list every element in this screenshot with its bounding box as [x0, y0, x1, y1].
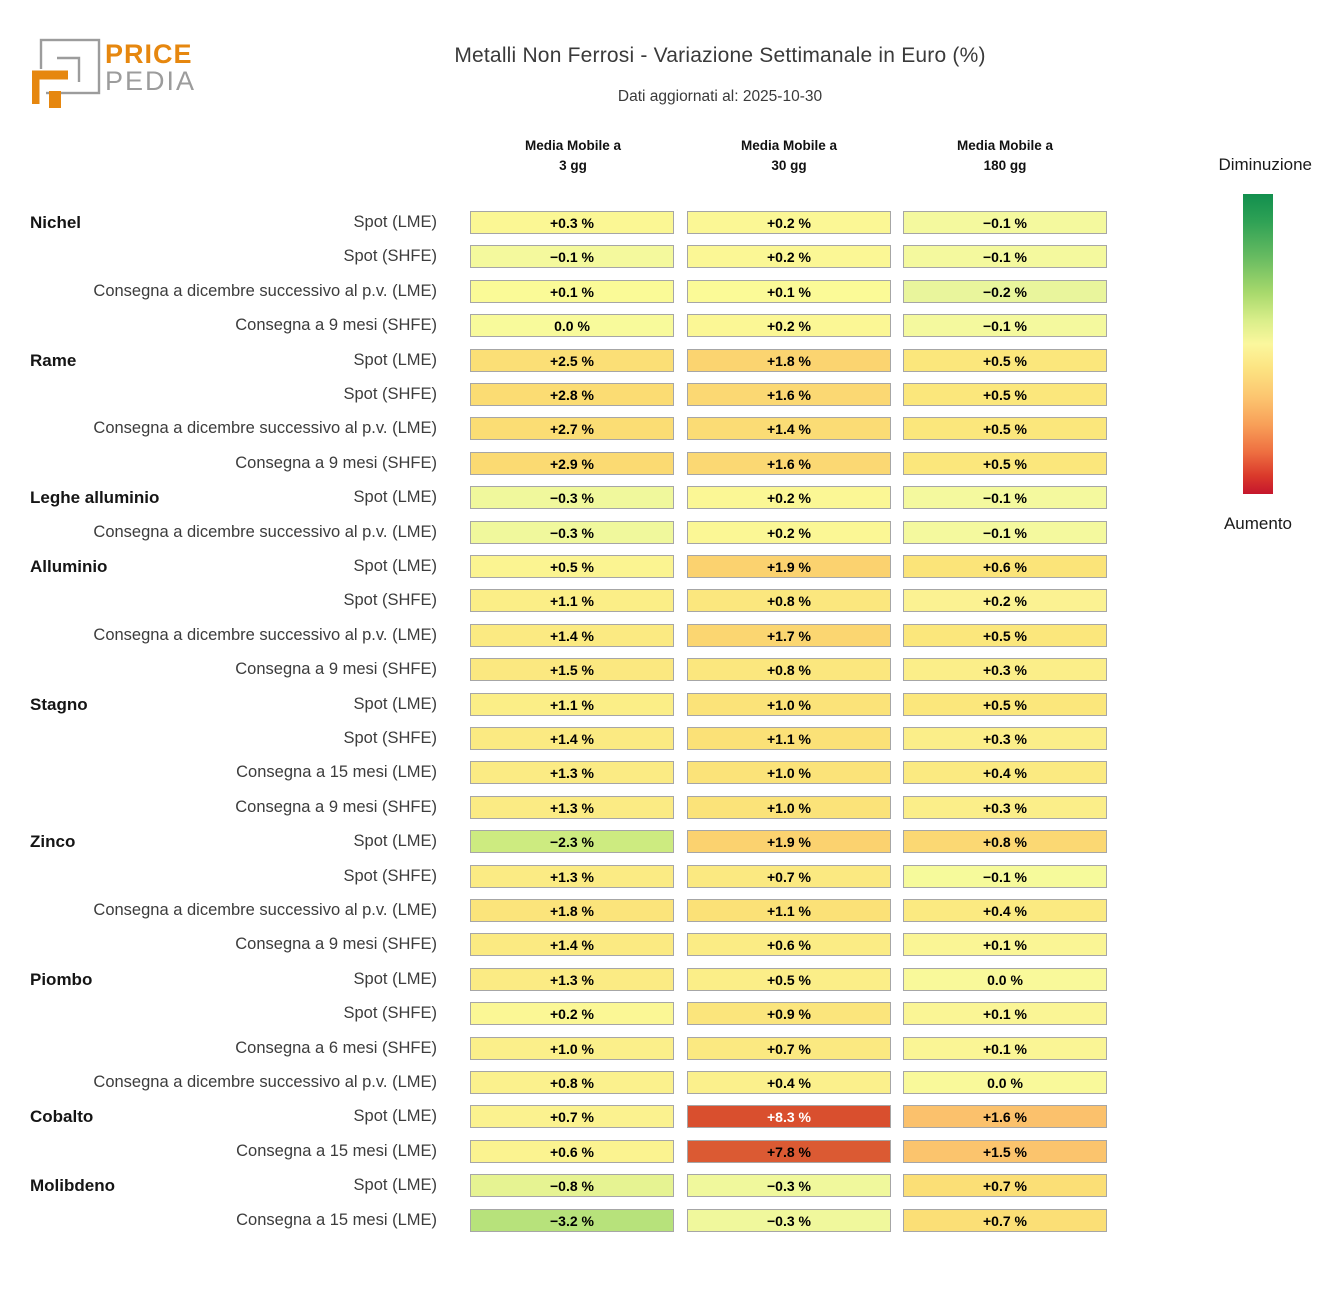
- page-subtitle: Dati aggiornati al: 2025-10-30: [617, 88, 823, 105]
- heatmap-cell: +0.4 %: [903, 761, 1107, 784]
- heatmap-cell: 0.0 %: [903, 968, 1107, 991]
- heatmap-cell: +0.7 %: [687, 1037, 891, 1060]
- heatmap-cell: −0.3 %: [687, 1174, 891, 1197]
- heatmap-cell: +1.0 %: [687, 693, 891, 716]
- heatmap-cell: +1.1 %: [687, 899, 891, 922]
- heatmap-cell: +0.1 %: [470, 280, 674, 303]
- heatmap-cell: +1.6 %: [687, 452, 891, 475]
- series-row-label: Consegna a dicembre successivo al p.v. (LME): [93, 282, 437, 300]
- heatmap-cell: +0.2 %: [687, 245, 891, 268]
- heatmap-cell: +1.0 %: [687, 796, 891, 819]
- heatmap-cell: +0.6 %: [687, 933, 891, 956]
- heatmap-cell: +1.3 %: [470, 761, 674, 784]
- heatmap-cell: +1.8 %: [687, 349, 891, 372]
- metal-group-label: Piombo: [30, 970, 93, 989]
- heatmap-cell: +1.4 %: [470, 933, 674, 956]
- heatmap-cell: −0.2 %: [903, 280, 1107, 303]
- heatmap-cell: +0.1 %: [903, 1037, 1107, 1060]
- heatmap-cell: +0.5 %: [903, 383, 1107, 406]
- heatmap-cell: +0.6 %: [903, 555, 1107, 578]
- heatmap-cell: 0.0 %: [903, 1071, 1107, 1094]
- heatmap-cell: +2.9 %: [470, 452, 674, 475]
- metal-group-label: Stagno: [30, 695, 88, 714]
- heatmap-cell: +1.1 %: [470, 589, 674, 612]
- legend-label-diminuzione: Diminuzione: [1218, 155, 1312, 174]
- heatmap-cell: +1.0 %: [687, 761, 891, 784]
- series-row-label: Spot (LME): [353, 557, 437, 575]
- metal-group-label: Leghe alluminio: [30, 488, 160, 507]
- series-row-label: Consegna a 9 mesi (SHFE): [235, 316, 437, 334]
- heatmap-cell: −0.3 %: [470, 486, 674, 509]
- heatmap-cell: +1.8 %: [470, 899, 674, 922]
- series-row-label: Consegna a dicembre successivo al p.v. (LME): [93, 1073, 437, 1091]
- series-row-label: Spot (SHFE): [343, 385, 437, 403]
- heatmap-cell: −0.1 %: [903, 521, 1107, 544]
- series-row-label: Consegna a dicembre successivo al p.v. (LME): [93, 626, 437, 644]
- heatmap-cell: +1.0 %: [470, 1037, 674, 1060]
- heatmap-cell: +0.7 %: [470, 1105, 674, 1128]
- heatmap-cell: +0.2 %: [687, 486, 891, 509]
- heatmap-cell: +1.9 %: [687, 555, 891, 578]
- series-row-label: Consegna a dicembre successivo al p.v. (LME): [93, 419, 437, 437]
- series-row-label: Spot (SHFE): [343, 729, 437, 747]
- series-row-label: Spot (LME): [353, 695, 437, 713]
- heatmap-cell: +0.1 %: [903, 1002, 1107, 1025]
- heatmap-cell: +1.4 %: [687, 417, 891, 440]
- heatmap-cell: +0.7 %: [903, 1209, 1107, 1232]
- heatmap-cell: −0.8 %: [470, 1174, 674, 1197]
- series-row-label: Spot (SHFE): [343, 1004, 437, 1022]
- heatmap-cell: +2.5 %: [470, 349, 674, 372]
- heatmap-cell: +0.9 %: [687, 1002, 891, 1025]
- series-row-label: Spot (LME): [353, 488, 437, 506]
- column-header-line2: 3 gg: [559, 158, 587, 174]
- heatmap-cell: +0.4 %: [903, 899, 1107, 922]
- heatmap-cell: +0.1 %: [687, 280, 891, 303]
- column-header-30gg: [679, 136, 899, 177]
- heatmap-cell: +0.5 %: [903, 349, 1107, 372]
- series-row-label: Spot (LME): [353, 970, 437, 988]
- metal-group-label: Nichel: [30, 213, 82, 232]
- heatmap-cell: +0.2 %: [687, 521, 891, 544]
- heatmap-cell: +1.7 %: [687, 624, 891, 647]
- column-header-line2: 30 gg: [771, 158, 807, 174]
- heatmap-cell: +0.8 %: [687, 658, 891, 681]
- logo-text-price: PRICE: [105, 39, 193, 69]
- heatmap-cell: +1.6 %: [687, 383, 891, 406]
- heatmap-cell: +1.6 %: [903, 1105, 1107, 1128]
- heatmap-cell: +0.4 %: [687, 1071, 891, 1094]
- series-row-label: Spot (SHFE): [343, 247, 437, 265]
- heatmap-cell: +7.8 %: [687, 1140, 891, 1163]
- heatmap-cell: +0.8 %: [470, 1071, 674, 1094]
- heatmap-cell: +0.2 %: [687, 314, 891, 337]
- heatmap-cell: +0.5 %: [903, 624, 1107, 647]
- heatmap-cell: −0.3 %: [687, 1209, 891, 1232]
- heatmap-cell: +0.8 %: [903, 830, 1107, 853]
- heatmap-cell: +0.7 %: [903, 1174, 1107, 1197]
- colorbar-gradient: [1243, 194, 1273, 494]
- heatmap-cell: +2.8 %: [470, 383, 674, 406]
- column-header-line2: 180 gg: [983, 158, 1027, 174]
- heatmap-cell: +1.5 %: [903, 1140, 1107, 1163]
- heatmap-cell: +0.7 %: [687, 865, 891, 888]
- legend-label-aumento: Aumento: [1223, 514, 1293, 533]
- series-row-label: Spot (SHFE): [343, 867, 437, 885]
- metal-group-label: Alluminio: [30, 557, 108, 576]
- series-row-label: Spot (LME): [353, 1107, 437, 1125]
- series-row-label: Consegna a 15 mesi (LME): [236, 1142, 437, 1160]
- heatmap-cell: +1.3 %: [470, 968, 674, 991]
- heatmap-cell: +0.2 %: [470, 1002, 674, 1025]
- series-row-label: Consegna a 9 mesi (SHFE): [235, 798, 437, 816]
- heatmap-cell: −3.2 %: [470, 1209, 674, 1232]
- series-row-label: Consegna a 15 mesi (LME): [236, 1211, 437, 1229]
- heatmap-cell: +0.2 %: [903, 589, 1107, 612]
- series-row-label: Consegna a 6 mesi (SHFE): [235, 1039, 437, 1057]
- heatmap-cell: +0.3 %: [903, 796, 1107, 819]
- heatmap-cell: +0.5 %: [903, 452, 1107, 475]
- heatmap-cell: +1.9 %: [687, 830, 891, 853]
- series-row-label: Consegna a 15 mesi (LME): [236, 763, 437, 781]
- heatmap-cell: +0.1 %: [903, 933, 1107, 956]
- heatmap-cell: −0.1 %: [903, 245, 1107, 268]
- series-row-label: Consegna a 9 mesi (SHFE): [235, 935, 437, 953]
- metal-group-label: Zinco: [30, 832, 76, 851]
- heatmap-cell: +0.3 %: [903, 727, 1107, 750]
- series-row-label: Consegna a dicembre successivo al p.v. (LME): [93, 523, 437, 541]
- heatmap-cell: +0.5 %: [903, 693, 1107, 716]
- heatmap-cell: +1.3 %: [470, 796, 674, 819]
- heatmap-cell: +0.3 %: [903, 658, 1107, 681]
- heatmap-cell: +0.5 %: [903, 417, 1107, 440]
- heatmap-cell: +0.5 %: [470, 555, 674, 578]
- page-title: Metalli Non Ferrosi - Variazione Settimanale in Euro (%): [454, 44, 986, 67]
- heatmap-cell: +0.2 %: [687, 211, 891, 234]
- heatmap-cell: +8.3 %: [687, 1105, 891, 1128]
- heatmap-cell: −0.1 %: [903, 865, 1107, 888]
- column-header-3gg: [463, 136, 683, 177]
- column-header-180gg: [895, 136, 1115, 177]
- heatmap-cell: −0.1 %: [470, 245, 674, 268]
- heatmap-cell: +0.3 %: [470, 211, 674, 234]
- logo-text-pedia: PEDIA: [105, 66, 197, 96]
- metal-group-label: Rame: [30, 351, 77, 370]
- heatmap-cell: +0.5 %: [687, 968, 891, 991]
- series-row-label: Spot (LME): [353, 832, 437, 850]
- metal-group-label: Cobalto: [30, 1107, 94, 1126]
- series-row-label: Spot (LME): [353, 351, 437, 369]
- heatmap-cell: +0.6 %: [470, 1140, 674, 1163]
- heatmap-cell: +1.1 %: [470, 693, 674, 716]
- heatmap-cell: +0.8 %: [687, 589, 891, 612]
- heatmap-cell: +2.7 %: [470, 417, 674, 440]
- heatmap-cell: −0.1 %: [903, 486, 1107, 509]
- series-row-label: Consegna a dicembre successivo al p.v. (LME): [93, 901, 437, 919]
- series-row-label: Consegna a 9 mesi (SHFE): [235, 454, 437, 472]
- metal-group-label: Molibdeno: [30, 1176, 115, 1195]
- series-row-label: Spot (LME): [353, 213, 437, 231]
- heatmap-cell: +1.4 %: [470, 624, 674, 647]
- heatmap-cell: −2.3 %: [470, 830, 674, 853]
- column-header-line1: Media Mobile a: [524, 138, 622, 153]
- heatmap-cell: +1.3 %: [470, 865, 674, 888]
- heatmap-cell: +1.1 %: [687, 727, 891, 750]
- series-row-label: Consegna a 9 mesi (SHFE): [235, 660, 437, 678]
- heatmap-cell: 0.0 %: [470, 314, 674, 337]
- heatmap-cell: −0.1 %: [903, 314, 1107, 337]
- heatmap-cell: +1.5 %: [470, 658, 674, 681]
- series-row-label: Spot (LME): [353, 1176, 437, 1194]
- heatmap-cell: −0.3 %: [470, 521, 674, 544]
- series-row-label: Spot (SHFE): [343, 591, 437, 609]
- heatmap-cell: −0.1 %: [903, 211, 1107, 234]
- heatmap-cell: +1.4 %: [470, 727, 674, 750]
- column-header-line1: Media Mobile a: [740, 138, 838, 153]
- column-header-line1: Media Mobile a: [956, 138, 1054, 153]
